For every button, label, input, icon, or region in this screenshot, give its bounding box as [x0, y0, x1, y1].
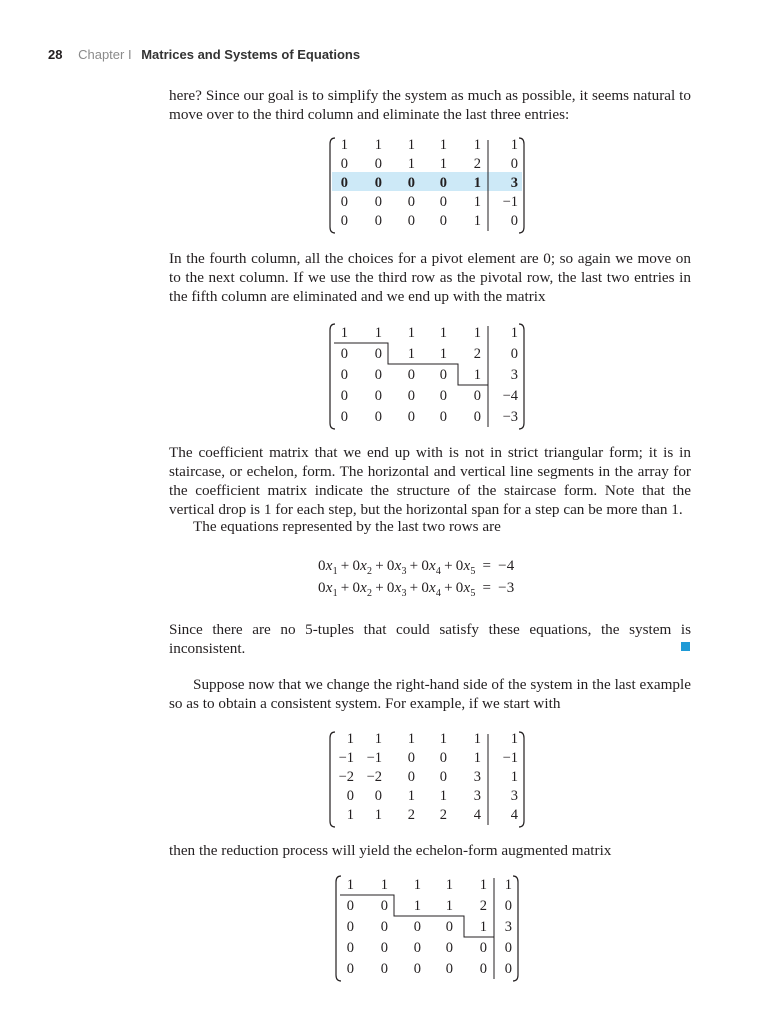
matrix-cell: 0: [510, 346, 518, 362]
matrix-cell: 0: [413, 940, 421, 956]
matrix-cell: 0: [380, 919, 388, 935]
matrix-cell: 1: [380, 877, 388, 893]
equation-1: $0x_1 + 0x_2 + 0x_3 + 0x_4 + 0x_5 = -4$: [318, 558, 515, 577]
matrix-cell: 0: [413, 919, 421, 935]
equation-2: $0x_1 + 0x_2 + 0x_3 + 0x_4 + 0x_5 = -3$: [318, 580, 515, 599]
matrix-cell: 0: [439, 750, 447, 766]
matrix-cell: 1: [346, 731, 354, 747]
matrix-cell: 0: [346, 961, 354, 977]
matrix-cell: 0: [380, 961, 388, 977]
paragraph-2: In the fourth column, all the choices for a pivot element are 0; so again we move on to the next column. If we use the third row as the pivotal row, the last two entries in the fifth column are eliminated and we end up with the matrix: [169, 250, 691, 305]
matrix-cell: 0: [374, 175, 382, 191]
matrix-cell: 2: [407, 807, 415, 823]
highlight-row: [332, 172, 522, 191]
matrix-cell: 0: [439, 213, 447, 229]
matrix-cell: 0: [340, 346, 348, 362]
matrix-cell: −2: [366, 769, 382, 785]
matrix-cell: 3: [473, 788, 481, 804]
matrix-cell: 1: [374, 807, 382, 823]
matrix-cell: 1: [473, 137, 481, 153]
matrix-cell: 1: [479, 919, 487, 935]
matrix-cell: 1: [413, 877, 421, 893]
matrix-cell: 0: [407, 769, 415, 785]
matrix-cell: 0: [445, 961, 453, 977]
matrix-cell: 2: [473, 346, 481, 362]
left-bracket: [330, 324, 335, 429]
matrix-cell: 1: [407, 137, 415, 153]
matrix-cell: 0: [374, 346, 382, 362]
matrix-cell: 0: [407, 388, 415, 404]
matrix-cell: 0: [473, 409, 481, 425]
left-bracket: [336, 876, 341, 981]
matrix-cell: 1: [374, 731, 382, 747]
matrix-cell: 1: [473, 750, 481, 766]
matrix-cell: 0: [340, 388, 348, 404]
matrix-cell: 0: [479, 961, 487, 977]
matrix-cell: 0: [346, 788, 354, 804]
matrix-cell: 0: [340, 409, 348, 425]
matrix-cell: 0: [439, 769, 447, 785]
matrix-cell: 0: [407, 367, 415, 383]
page-number: 28: [48, 47, 63, 62]
paragraph-3: The coefficient matrix that we end up with is not in strict triangular form; it is in staircase, or echelon, form. The horizontal and vertical line segments in the array for the coefficient matrix indicate the structure of the staircase form. Note that the vertical drop is 1 for each step, but the horizontal span for a step can be more than 1.: [169, 444, 691, 518]
matrix-cell: 0: [479, 940, 487, 956]
right-bracket: [513, 876, 518, 981]
matrix-cell: 0: [374, 156, 382, 172]
end-of-example-mark: [681, 642, 690, 651]
paragraph-5: Suppose now that we change the right-hand side of the system in the last example so as to obtain a consistent system. For example, if we start with: [169, 676, 691, 712]
paragraph-1: here? Since our goal is to simplify the system as much as possible, it seems natural to move over to the third column and eliminate the last three entries:: [169, 87, 691, 123]
matrix-cell: 1: [413, 898, 421, 914]
matrix-cell: 1: [439, 325, 447, 341]
matrix-cell: 0: [346, 940, 354, 956]
matrix-cell: 0: [340, 194, 348, 210]
matrix-cell: 0: [374, 409, 382, 425]
matrix-cell: 0: [374, 367, 382, 383]
left-bracket: [330, 732, 335, 827]
matrix-cell: 0: [374, 213, 382, 229]
matrix-cell: 1: [473, 367, 481, 383]
matrix-cell: 1: [473, 175, 481, 191]
matrix-cell: 2: [479, 898, 487, 914]
right-bracket: [519, 732, 524, 827]
matrix-cell: 1: [510, 325, 518, 341]
matrix-cell: 1: [445, 898, 453, 914]
matrix-cell: 0: [374, 388, 382, 404]
matrix-cell: 3: [504, 919, 512, 935]
matrix-cell: 1: [340, 325, 348, 341]
matrix-cell: 0: [413, 961, 421, 977]
matrix-cell: 0: [439, 367, 447, 383]
matrix-cell: 0: [504, 898, 512, 914]
matrix-cell: 0: [439, 175, 447, 191]
matrix-cell: 0: [504, 961, 512, 977]
matrix-cell: 2: [439, 807, 447, 823]
matrix-cell: 1: [439, 137, 447, 153]
matrix-cell: 1: [407, 325, 415, 341]
matrix-cell: 1: [439, 788, 447, 804]
matrix-cell: 0: [407, 750, 415, 766]
matrix-cell: 0: [439, 409, 447, 425]
matrix-cell: 0: [407, 409, 415, 425]
matrix-cell: 1: [510, 137, 518, 153]
matrix-cell: 1: [439, 346, 447, 362]
matrix-cell: 0: [407, 213, 415, 229]
matrix-1: [326, 136, 536, 232]
matrix-3: [326, 730, 536, 826]
matrix-cell: 4: [473, 807, 481, 823]
matrix-cell: 0: [346, 919, 354, 935]
matrix-cell: 1: [445, 877, 453, 893]
matrix-cell: 1: [407, 788, 415, 804]
matrix-cell: −2: [338, 769, 354, 785]
matrix-cell: −4: [502, 388, 518, 404]
matrix-cell: 4: [510, 807, 518, 823]
matrix-cell: 1: [473, 213, 481, 229]
matrix-cell: 3: [510, 175, 518, 191]
matrix-cell: 0: [340, 175, 348, 191]
matrix-cell: 0: [439, 388, 447, 404]
chapter-title: Matrices and Systems of Equations: [141, 47, 361, 62]
matrix-cell: 0: [445, 940, 453, 956]
matrix-cell: 0: [340, 156, 348, 172]
matrix-cell: 0: [504, 940, 512, 956]
matrix-cell: 1: [407, 156, 415, 172]
paragraph-4: Since there are no 5-tuples that could satisfy these equations, the system is inconsistent.: [169, 621, 691, 657]
matrix-cell: 0: [374, 194, 382, 210]
matrix-cell: 0: [473, 388, 481, 404]
matrix-cell: 0: [374, 788, 382, 804]
matrix-cell: 0: [380, 940, 388, 956]
matrix-cell: 1: [439, 156, 447, 172]
matrix-cell: 3: [473, 769, 481, 785]
matrix-cell: 1: [439, 731, 447, 747]
matrix-cell: 1: [374, 137, 382, 153]
matrix-cell: 1: [407, 346, 415, 362]
matrix-2: [326, 322, 536, 426]
chapter-label: Chapter I: [78, 47, 132, 62]
matrix-cell: 1: [346, 877, 354, 893]
matrix-cell: 1: [473, 325, 481, 341]
matrix-cell: 0: [445, 919, 453, 935]
matrix-cell: 1: [340, 137, 348, 153]
matrix-cell: −1: [366, 750, 382, 766]
paragraph-3b: The equations represented by the last two rows are: [193, 518, 501, 535]
matrix-cell: 1: [346, 807, 354, 823]
matrix-cell: 1: [510, 731, 518, 747]
paragraph-6: then the reduction process will yield the echelon-form augmented matrix: [169, 842, 612, 859]
matrix-cell: 1: [374, 325, 382, 341]
running-head: [48, 47, 360, 62]
matrix-4: [332, 874, 532, 982]
matrix-cell: 1: [407, 731, 415, 747]
matrix-cell: −1: [502, 750, 518, 766]
matrix-cell: 0: [407, 175, 415, 191]
matrix-cell: −1: [502, 194, 518, 210]
matrix-cell: 0: [340, 367, 348, 383]
matrix-cell: 1: [473, 731, 481, 747]
right-bracket: [519, 324, 524, 429]
matrix-cell: 1: [479, 877, 487, 893]
matrix-cell: 0: [510, 213, 518, 229]
matrix-cell: 0: [380, 898, 388, 914]
matrix-cell: 1: [504, 877, 512, 893]
matrix-cell: 1: [510, 769, 518, 785]
matrix-cell: 3: [510, 367, 518, 383]
matrix-cell: 3: [510, 788, 518, 804]
matrix-cell: 0: [510, 156, 518, 172]
matrix-cell: 1: [473, 194, 481, 210]
matrix-cell: 2: [473, 156, 481, 172]
matrix-cell: 0: [439, 194, 447, 210]
matrix-cell: −1: [338, 750, 354, 766]
matrix-cell: −3: [502, 409, 518, 425]
matrix-cell: 0: [407, 194, 415, 210]
matrix-cell: 0: [340, 213, 348, 229]
matrix-cell: 0: [346, 898, 354, 914]
